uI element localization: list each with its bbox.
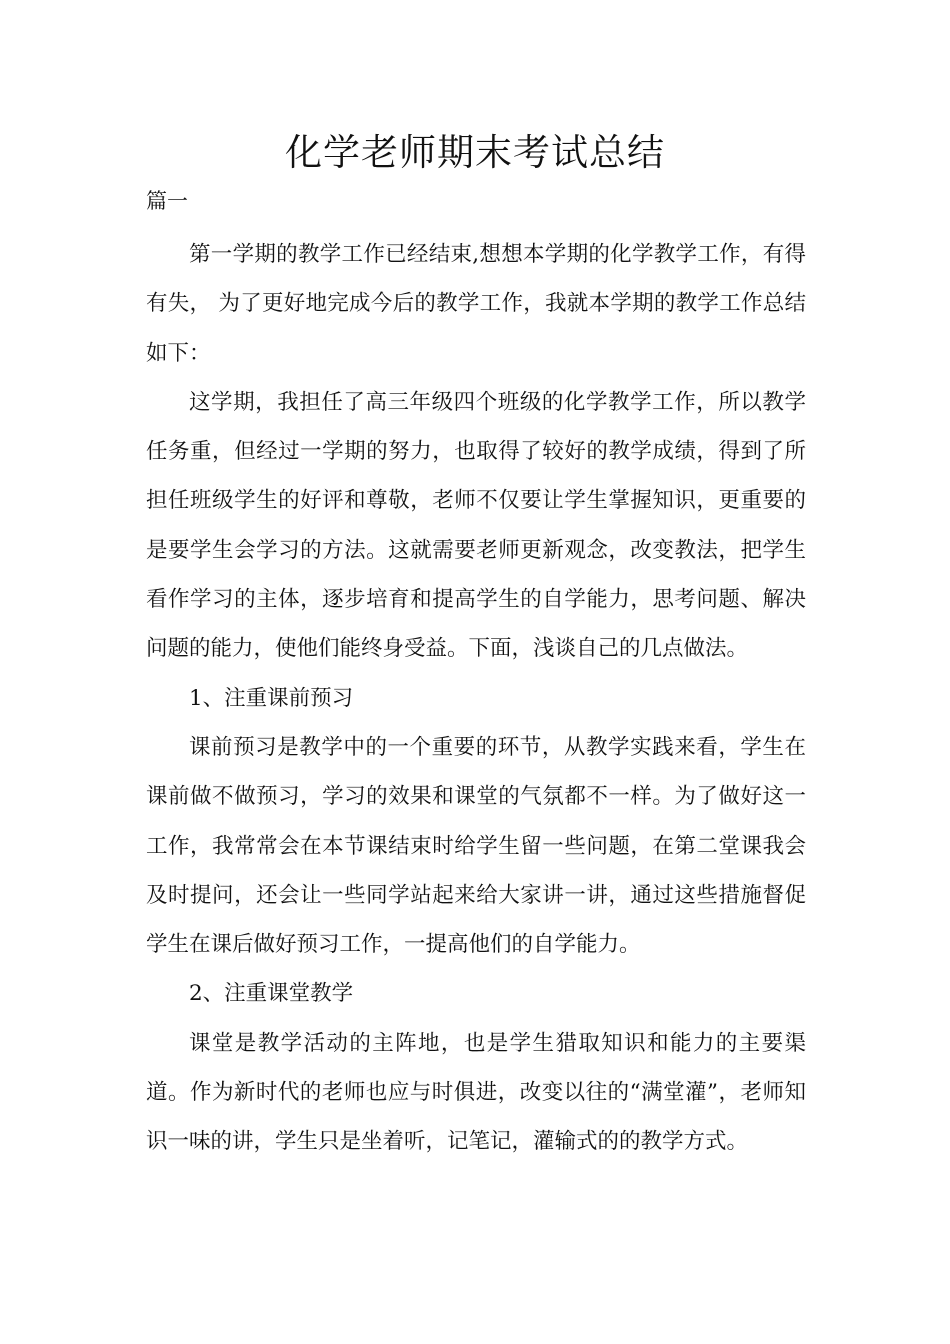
heading-preview: 1、注重课前预习 — [189, 685, 354, 711]
heading-classroom: 2、注重课堂教学 — [189, 981, 354, 1007]
document-body — [146, 230, 806, 1167]
paragraph-semester: 这学期，我担任了高三年级四个班级的化学教学工作，所以教学任务重，但经过一学期的努力，也取得了较好的教学成绩，得到了所担任班级学生的好评和尊敬，老师不仅要让学生掌握知识，更重要的是要学生会学习的方法。这就需要老师更新观念，改变教法，把学生看作学习的主体，逐步培育和提高学生的自学能力，思考问题、解决问题的能力，使他们能终身受益。下面，浅谈自己的几点做法。 — [146, 389, 806, 662]
document-title: 化学老师期末考试总结 — [285, 131, 665, 174]
paragraph-intro: 第一学期的教学工作已经结束,想想本学期的化学教学工作，有得有失， 为了更好地完成今后的教学工作，我就本学期的教学工作总结如下： — [146, 242, 806, 366]
section-label: 篇一 — [146, 189, 188, 213]
paragraph-preview: 课前预习是教学中的一个重要的环节，从教学实践来看，学生在课前做不做预习，学习的效果和课堂的气氛都不一样。为了做好这一工作，我常常会在本节课结束时给学生留一些问题，在第二堂课我会及时提问，还会让一些同学站起来给大家讲一讲，通过这些措施督促学生在课后做好预习工作，一提高他们的自学能力。 — [146, 734, 806, 958]
paragraph-classroom: 课堂是教学活动的主阵地，也是学生猎取知识和能力的主要渠道。作为新时代的老师也应与时俱进，改变以往的“满堂灌”，老师知识一味的讲，学生只是坐着听，记笔记，灌输式的的教学方式。 — [146, 1030, 806, 1155]
